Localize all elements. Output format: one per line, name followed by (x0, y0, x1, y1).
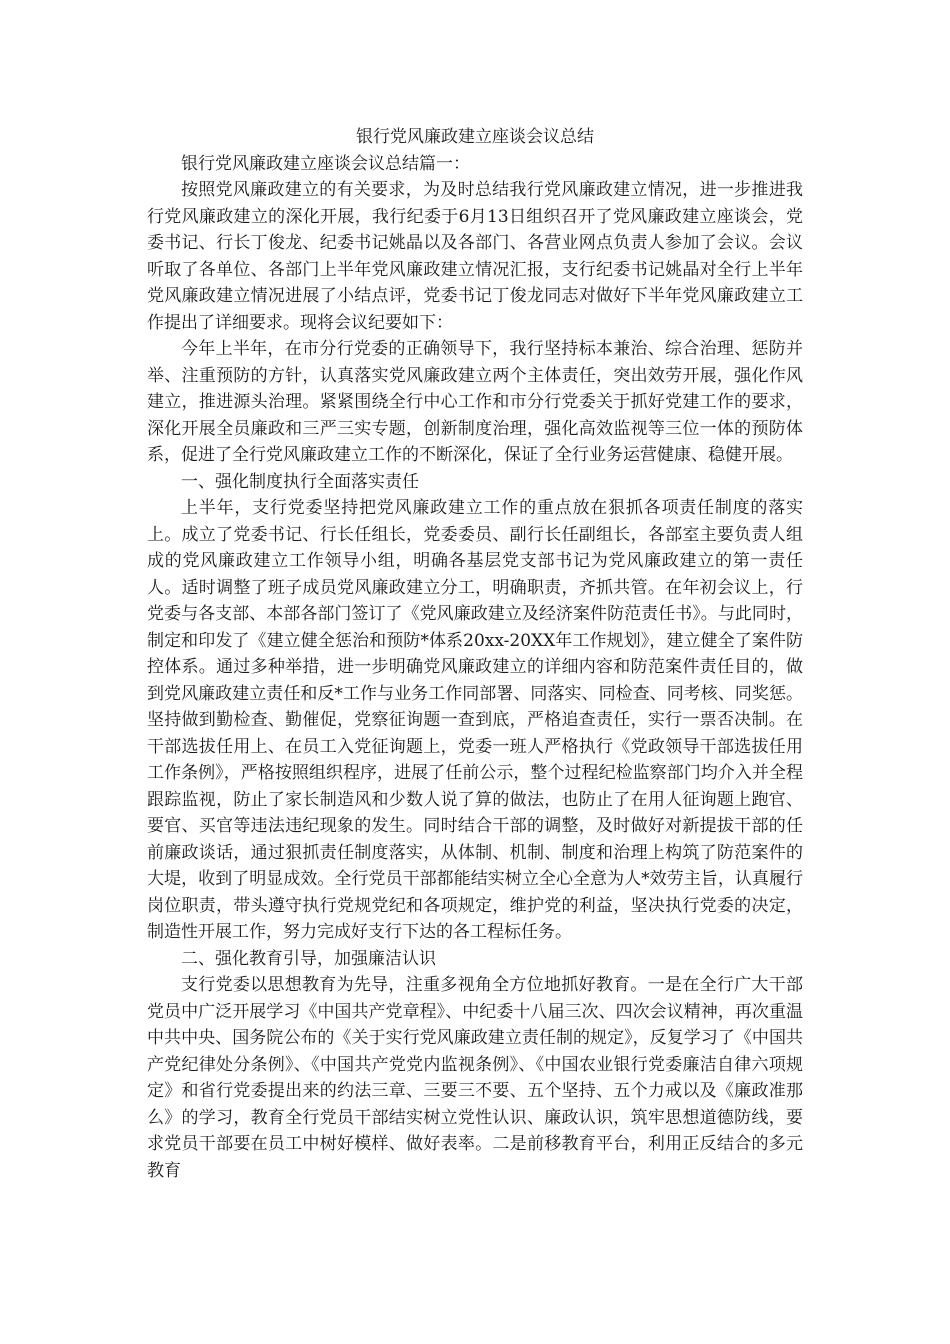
document-subtitle: 银行党风廉政建立座谈会议总结篇一： (181, 153, 470, 174)
paragraph-3: 上半年，支行党委坚持把党风廉政建立工作的重点放在狠抓各项责任制度的落实上。成立了党委书记、行长任组长，党委委员、副行长任副组长，各部室主要负责人组成的党风廉政建立工作领导小组，明确各基层党支部书记为党风廉政建立的第一责任人。适时调整了班子成员党风廉政建立分工，明确职责，齐抓共管。在年初会议上，行党委与各支部、本部各部门签订了《党风廉政建立及经济案件防范责任书》。与此同时，制定和印发了《建立健全惩治和预防*体系20xx-20XX年工作规划》，建立健全了案件防控体系。通过多种举措，进一步明确党风廉政建立的详细内容和防范案件责任目的，做到党风廉政建立责任和反*工作与业务工作同部署、同落实、同检查、同考核、同奖惩。坚持做到勤检查、勤催促，党察征询题一查到底，严格追查责任，实行一票否决制。在干部选拔任用上、在员工入党征询题上，党委一班人严格执行《党政领导干部选拔任用工作条例》，严格按照组织程序，进展了任前公示，整个过程纪检监察部门均介入并全程跟踪监视，防止了家长制造风和少数人说了算的做法，也防止了在用人征询题上跑官、要官、买官等违法违纪现象的发生。同时结合干部的调整，及时做好对新提拔干部的任前廉政谈话，通过狠抓责任制度落实，从体制、机制、制度和治理上构筑了防范案件的大堤，收到了明显成效。全行党员干部都能结实树立全心全意为人*效劳主旨，认真履行岗位职责，带头遵守执行党规党纪和各项规定，维护党的利益，坚决执行党委的决定，制造性开展工作，努力完成好支行下达的各工程标任务。 (147, 498, 803, 942)
paragraph-4: 支行党委以思想教育为先导，注重多视角全方位地抓好教育。一是在全行广大干部党员中广泛开展学习《中国共产党章程》、中纪委十八届三次、四次会议精神，再次重温中共中央、国务院公布的《关于实行党风廉政建立责任制的规定》，反复学习了《中国共产党纪律处分条例》、《中国共产党党内监视条例》、《中国农业银行党委廉洁自律六项规定》和省行党委提出来的约法三章、三要三不要、五个坚持、五个力戒以及《廉政准那么》的学习，教育全行党员干部结实树立党性认识、廉政认识，筑牢思想道德防线，要求党员干部要在员工中树好模样、做好表率。二是前移教育平台，利用正反结合的多元教育 (147, 975, 803, 1181)
document-body (147, 124, 803, 1184)
paragraph-1: 按照党风廉政建立的有关要求，为及时总结我行党风廉政建立情况，进一步推进我行党风廉政建立的深化开展，我行纪委于6月13日组织召开了党风廉政建立座谈会，党委书记、行长丁俊龙、纪委书记姚晶以及各部门、各营业网点负责人参加了会议。会议听取了各单位、各部门上半年党风廉政建立情况汇报，支行纪委书记姚晶对全行上半年党风廉政建立情况进展了小结点评，党委书记丁俊龙同志对做好下半年党风廉政建立工作提出了详细要求。现将会议纪要如下： (147, 180, 803, 333)
document-title: 银行党风廉政建立座谈会议总结 (356, 127, 594, 147)
section-heading-1: 一、强化制度执行全面落实责任 (181, 471, 419, 492)
section-heading-2: 二、强化教育引导，加强廉洁认识 (181, 948, 436, 969)
paragraph-2: 今年上半年，在市分行党委的正确领导下，我行坚持标本兼治、综合治理、惩防并举、注重预防的方针，认真落实党风廉政建立两个主体责任，突出效劳开展，强化作风建立，推进源头治理。紧紧围绕全行中心工作和市分行党委关于抓好党建工作的要求，深化开展全员廉政和三严三实专题，创新制度治理，强化高效监视等三位一体的预防体系，促进了全行党风廉政建立工作的不断深化，保证了全行业务运营健康、稳健开展。 (147, 339, 803, 465)
